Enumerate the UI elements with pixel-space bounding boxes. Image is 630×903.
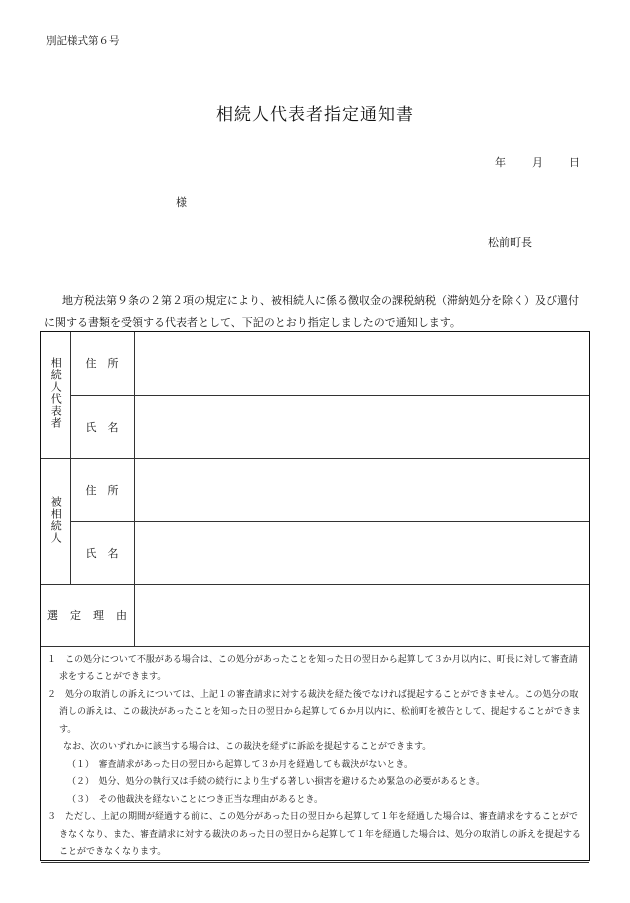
addressee-suffix: 様 <box>176 196 187 209</box>
notes <box>41 647 589 862</box>
form-table <box>41 332 589 863</box>
form-number: 別記様式第６号 <box>46 35 120 47</box>
note-3: ３ ただし、上記の期間が経過する前に、この処分があった日の翌日から起算して１年を経過した場合は、審査請求をすることができなくなり、また、審査請求に対する裁決のあった日の翌日から起算して１年を経過した場合は、処分の取消しの訴えを提起することができなくなります。 <box>47 812 581 857</box>
decedent-address-label: 住 所 <box>70 458 134 521</box>
note-2: ２ 処分の取消しの訴えについては、上記１の審査請求に対する裁決を経た後でなければ提起することができません。この処分の取消しの訴えは、この裁決があったことを知った日の翌日から起算して６か月以内に、松前町を被告として、提起することができます。 <box>47 689 581 735</box>
representative-address-field[interactable] <box>134 332 589 395</box>
sub-item-2: （２） 処分、処分の執行又は手続の続行により生ずる著しい損害を避けるため緊急の必要があるとき。 <box>67 777 486 787</box>
representative-name-label: 氏 名 <box>70 395 134 458</box>
sub-item-3: （３） その他裁決を経ないことにつき正当な理由があるとき。 <box>67 794 323 805</box>
notes-cell <box>41 646 589 862</box>
decedent-group-label: 被相続人 <box>41 458 70 584</box>
decedent-address-field[interactable] <box>134 458 589 521</box>
date-line <box>495 154 580 170</box>
body-text: 地方税法第９条の２第２項の規定により、被相続人に係る徴収金の課税納税（滞納処分を除く）及び還付に関する書類を受領する代表者として、下記のとおり指定しましたので通知します。 <box>44 294 579 329</box>
representative-name-field[interactable] <box>134 395 589 458</box>
selection-reason-field[interactable] <box>134 584 589 646</box>
form-table-box <box>40 331 590 861</box>
date-day: 日 <box>569 156 580 169</box>
note-1: １ この処分について不服がある場合は、この処分があったことを知った日の翌日から起算して３か月以内に、町長に対して審査請求をすることができます。 <box>47 654 578 682</box>
document-title: 相続人代表者指定通知書 <box>216 105 414 125</box>
representative-address-label: 住 所 <box>70 332 134 395</box>
issuer: 松前町長 <box>488 236 532 249</box>
date-year: 年 <box>495 156 506 169</box>
decedent-name-field[interactable] <box>134 521 589 584</box>
decedent-name-label: 氏 名 <box>70 521 134 584</box>
representative-group-label: 相続人代表者 <box>41 332 70 458</box>
sub-item-1: （１） 審査請求があった日の翌日から起算して３か月を経過しても裁決がないとき。 <box>67 759 414 770</box>
date-month: 月 <box>532 156 543 169</box>
note-2-sub-intro: なお、次のいずれかに該当する場合は、この裁決を経ずに訴訟を提起することができます。 <box>63 742 432 752</box>
selection-reason-label: 選 定 理 由 <box>41 584 134 646</box>
